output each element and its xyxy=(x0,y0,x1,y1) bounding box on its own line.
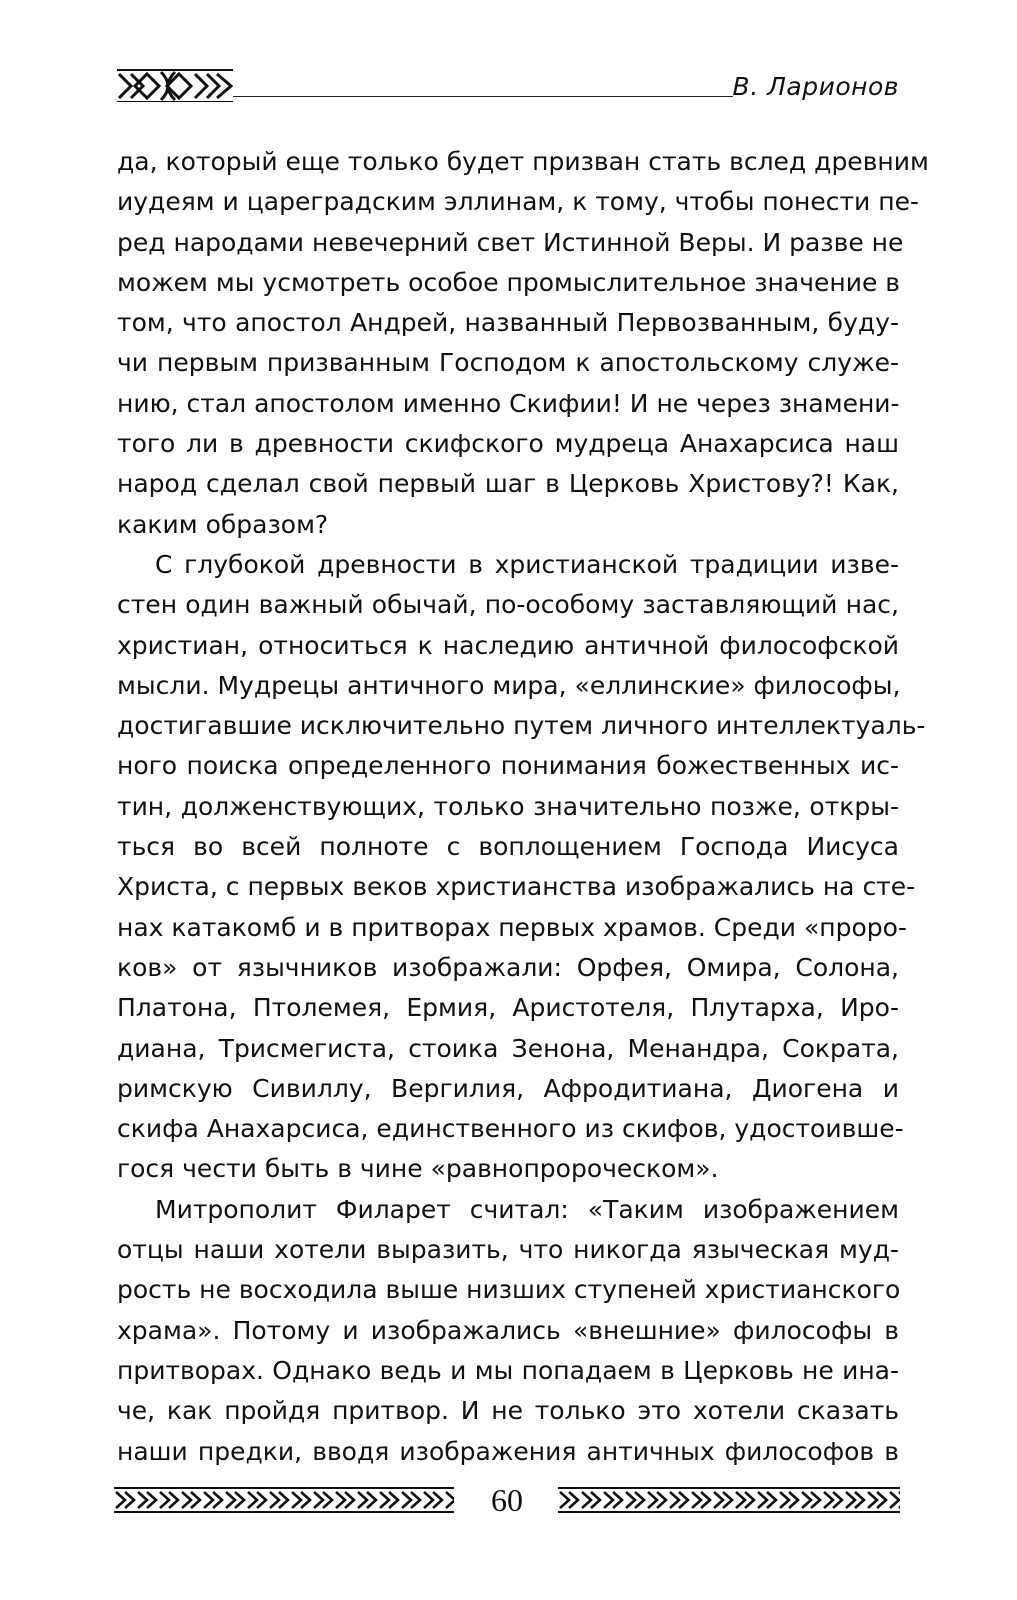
running-header xyxy=(117,66,899,106)
text-line: Митрополит Филарет считал: «Таким изображением xyxy=(155,1194,899,1224)
text-line: мысли. Мудрецы античного мира, «еллинские» философы, xyxy=(117,670,901,700)
text-line: нию, стал апостолом именно Скифии! И не через знамени- xyxy=(117,388,900,418)
text-line: римскую Сивиллу, Вергилия, Афродитиана, Диогена и xyxy=(117,1073,899,1103)
footer-ornament-right-icon xyxy=(558,1486,900,1514)
text-line: Платона, Птолемея, Ермия, Аристотеля, Плутарха, Иро- xyxy=(117,993,899,1023)
text-line: че, как пройдя притвор. И не только это хотели сказать xyxy=(117,1396,899,1426)
text-line: скифа Анахарсиса, единственного из скифов, удостоивше- xyxy=(117,1114,904,1144)
text-line: стен один важный обычай, по-особому заставляющий нас, xyxy=(117,590,899,620)
text-line: ред народами невечерний свет Истинной Веры. И разве не xyxy=(117,227,904,257)
text-line: отцы наши хотели выразить, что никогда языческая муд- xyxy=(117,1235,899,1265)
text-line: иудеям и цареградским эллинам, к тому, чтобы понести пе- xyxy=(117,187,919,217)
page-footer xyxy=(114,1480,900,1520)
text-line: гося чести быть в чине «равнопророческом». xyxy=(117,1154,719,1184)
text-line: можем мы усмотреть особое промыслительное значение в xyxy=(117,267,901,297)
text-line: ков» от язычников изображали: Орфея, Омира, Солона, xyxy=(117,952,899,982)
header-ornament-icon xyxy=(117,66,233,102)
text-line: ного поиска определенного понимания божественных ис- xyxy=(117,751,899,781)
text-line: том, что апостол Андрей, названный Первозванным, буду- xyxy=(117,308,899,338)
text-line: Христа, с первых веков христианства изображались на сте- xyxy=(117,872,916,902)
text-line: храма». Потому и изображались «внешние» философы в xyxy=(117,1315,899,1345)
running-author: В. Ларионов xyxy=(732,72,899,101)
text-line: народ сделал свой первый шаг в Церковь Христову?! Как, xyxy=(117,469,899,499)
text-line: диана, Трисмегиста, стоика Зенона, Менандра, Сократа, xyxy=(117,1033,899,1063)
text-line: наши предки, вводя изображения античных философов в xyxy=(117,1436,899,1466)
text-line: тин, долженствующих, только значительно позже, откры- xyxy=(117,791,899,821)
text-line: каким образом? xyxy=(117,509,329,539)
text-line: достигавшие исключительно путем личного интеллектуаль- xyxy=(117,711,926,741)
text-line: да, который еще только будет призван стать вслед древним xyxy=(117,147,929,176)
text-line: чи первым призванным Господом к апостольскому служе- xyxy=(117,348,899,378)
text-line: нах катакомб и в притворах первых храмов. Среди «проро- xyxy=(117,912,907,942)
body-text xyxy=(117,142,929,1472)
page-number: 60 xyxy=(491,1482,523,1518)
text-line: христиан, относиться к наследию античной философской xyxy=(117,630,899,660)
header-rule xyxy=(233,96,733,97)
text-line: рость не восходила выше низших ступеней христианского xyxy=(117,1275,901,1305)
footer-ornament-left-icon xyxy=(114,1486,454,1514)
text-line: ться во всей полноте с воплощением Господа Иисуса xyxy=(117,832,899,862)
text-line: С глубокой древности в христианской традиции изве- xyxy=(155,549,899,579)
text-line: того ли в древности скифского мудреца Анахарсиса наш xyxy=(117,429,899,459)
text-line: притворах. Однако ведь и мы попадаем в Церковь не ина- xyxy=(117,1355,899,1385)
